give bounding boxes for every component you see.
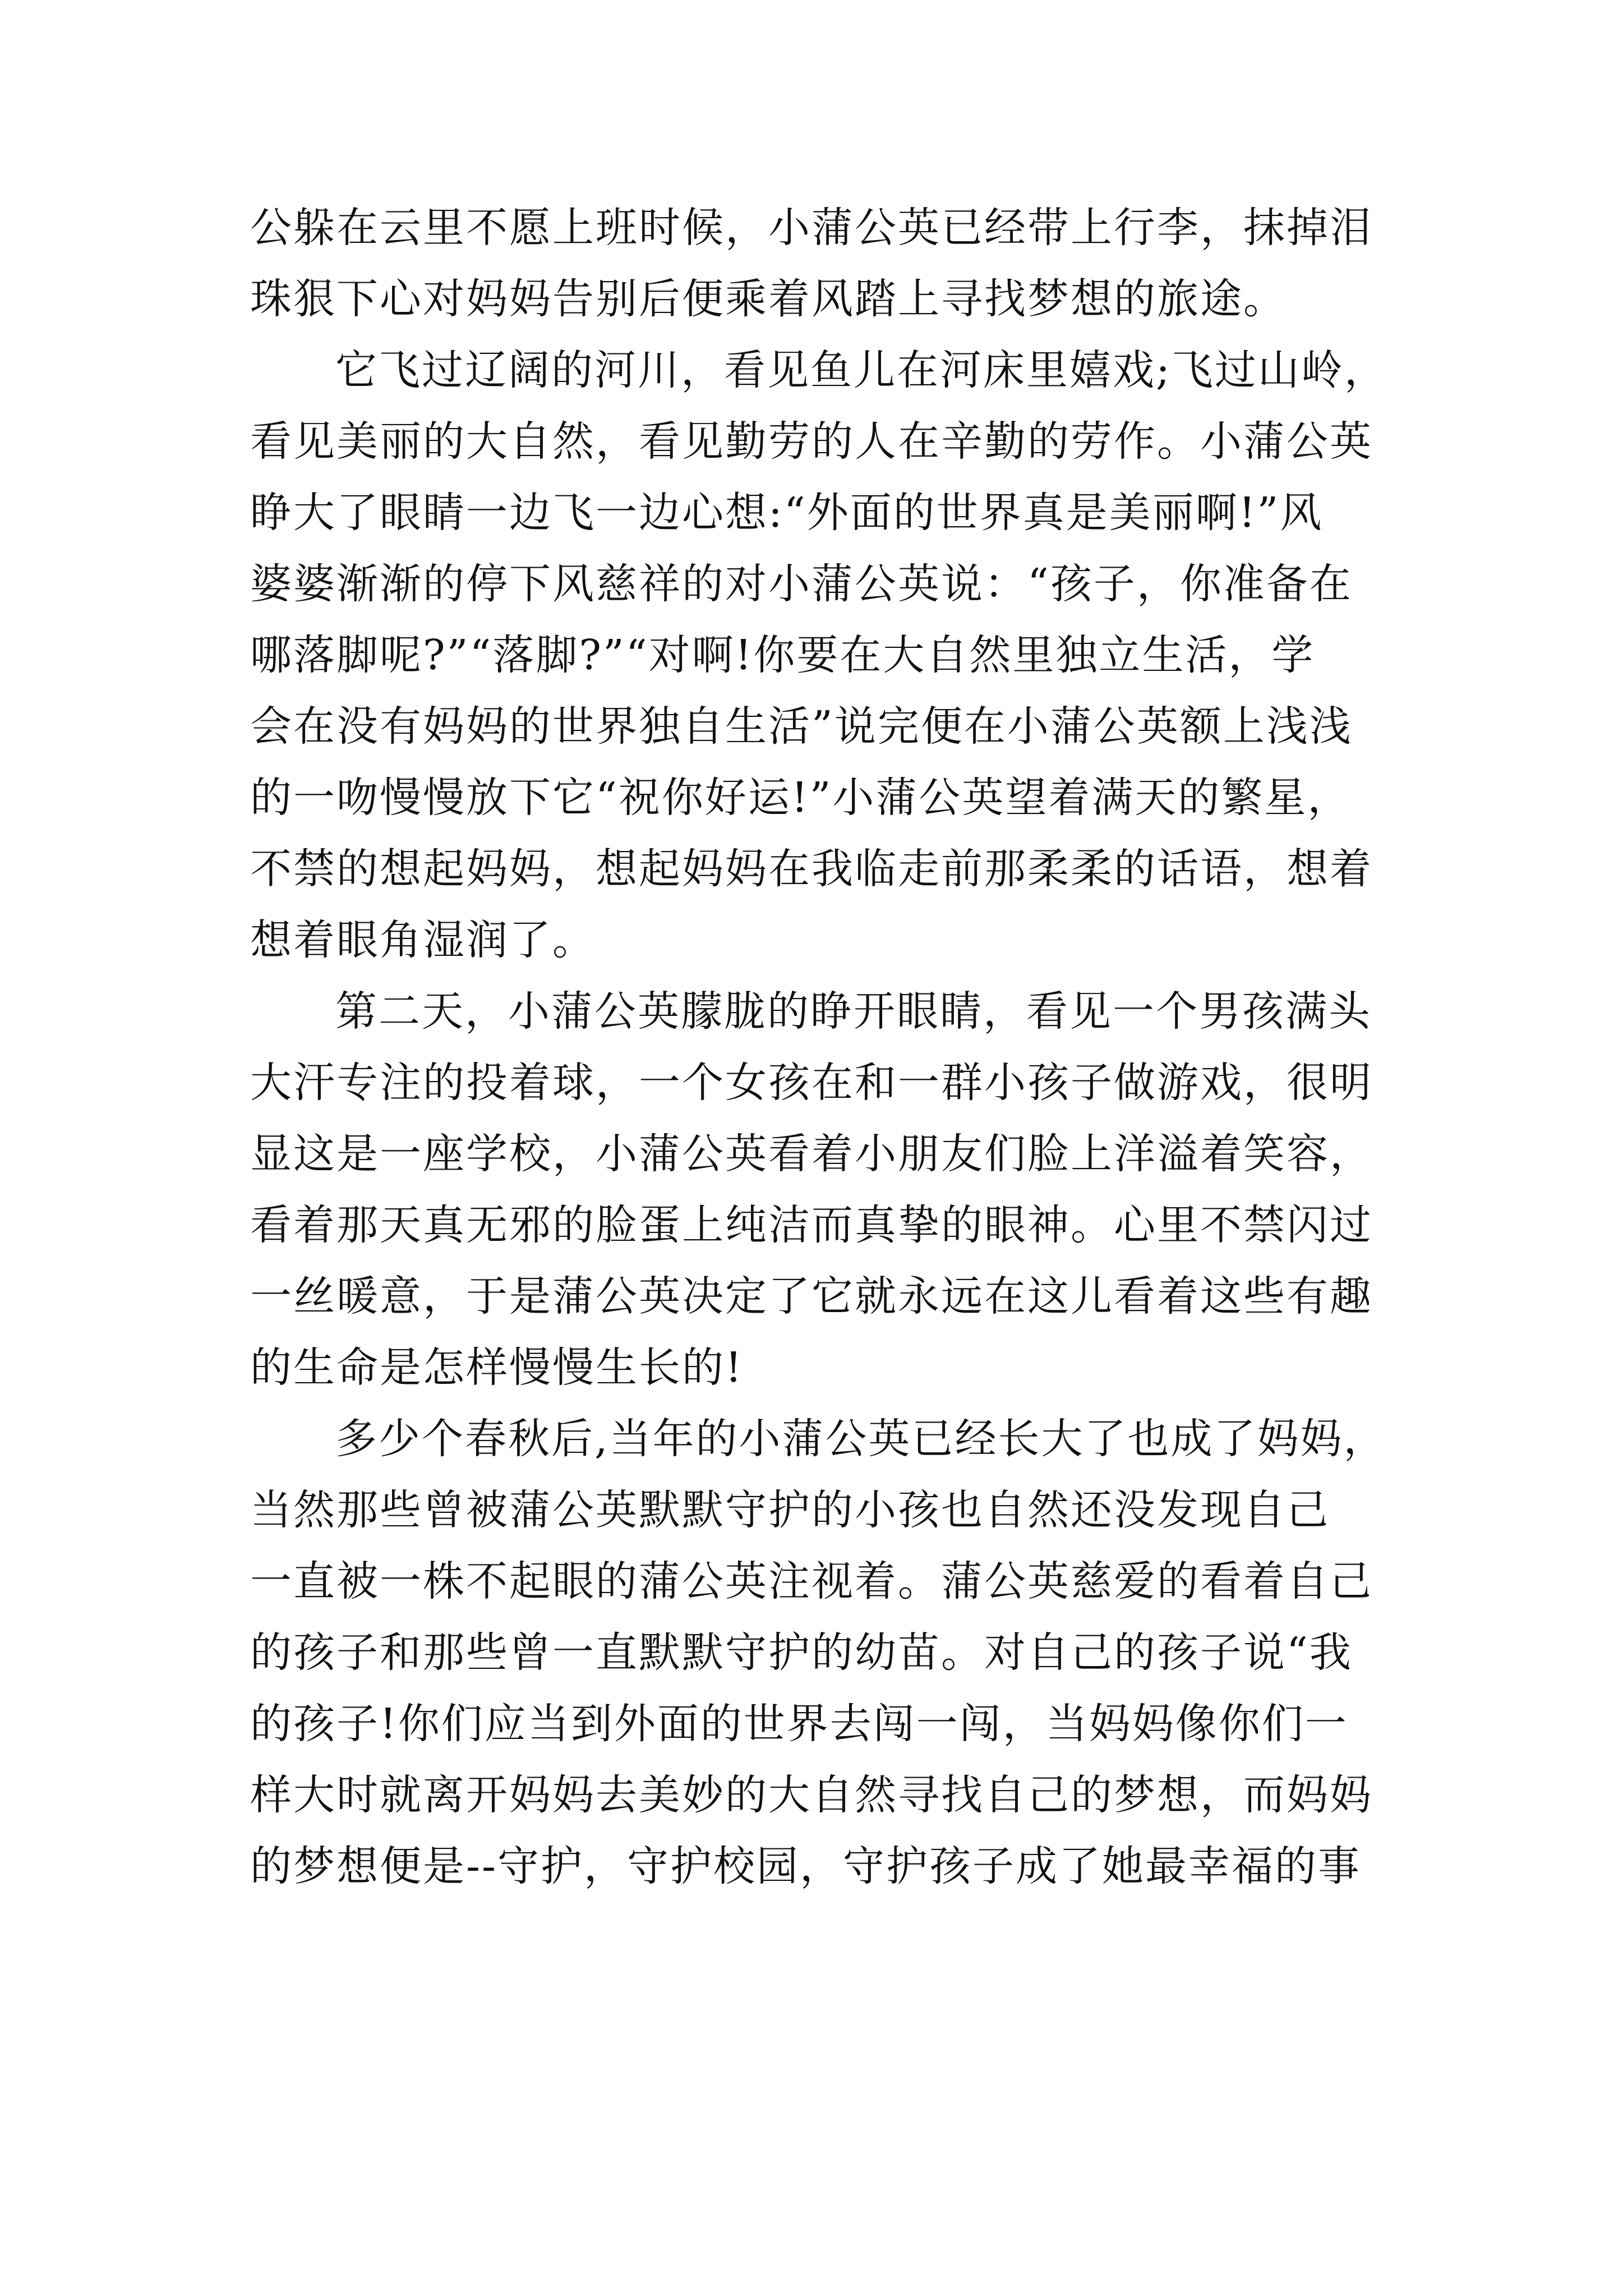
- text-line: 的孩子和那些曾一直默默守护的幼苗。对自己的孩子说“我: [250, 1628, 1353, 1677]
- text-line: 婆婆渐渐的停下风慈祥的对小蒲公英说：“孩子，你准备在: [250, 560, 1353, 608]
- text-line: 它飞过辽阔的河川，看见鱼儿在河床里嬉戏;飞过山岭，: [335, 346, 1387, 394]
- text-line: 大汗专注的投着球，一个女孩在和一群小孩子做游戏，很明: [250, 1059, 1373, 1107]
- text-line: 的梦想便是--守护，守护校园，守护孩子成了她最幸福的事: [250, 1842, 1362, 1890]
- text-line: 样大时就离开妈妈去美妙的大自然寻找自己的梦想，而妈妈: [250, 1771, 1373, 1819]
- text-line: 多少个春秋后,当年的小蒲公英已经长大了也成了妈妈，: [335, 1415, 1387, 1463]
- text-line: 珠狠下心对妈妈告别后便乘着风踏上寻找梦想的旅途。: [250, 275, 1287, 323]
- text-line: 会在没有妈妈的世界独自生活”说完便在小蒲公英额上浅浅: [250, 702, 1353, 751]
- text-line: 想着眼角湿润了。: [250, 916, 596, 964]
- text-line: 哪落脚呢?”“落脚?”“对啊!你要在大自然里独立生活，学: [250, 631, 1315, 679]
- document-body: [250, 192, 1387, 1902]
- text-line: 公躲在云里不愿上班时候，小蒲公英已经带上行李，抹掉泪: [250, 204, 1373, 252]
- text-line: 第二天，小蒲公英朦胧的睁开眼睛，看见一个男孩满头: [335, 987, 1372, 1036]
- text-line: 的孩子!你们应当到外面的世界去闯一闯，当妈妈像你们一: [250, 1700, 1348, 1748]
- text-line: 不禁的想起妈妈，想起妈妈在我临走前那柔柔的话语，想着: [250, 845, 1373, 893]
- text-line: 一丝暖意，于是蒲公英决定了它就永远在这儿看着这些有趣: [250, 1272, 1373, 1320]
- text-line: 的生命是怎样慢慢生长的!: [250, 1343, 744, 1392]
- text-line: 一直被一株不起眼的蒲公英注视着。蒲公英慈爱的看着自己: [250, 1557, 1373, 1605]
- text-line: 看见美丽的大自然，看见勤劳的人在辛勤的劳作。小蒲公英: [250, 417, 1373, 466]
- text-line: 的一吻慢慢放下它“祝你好运!”小蒲公英望着满天的繁星，: [250, 774, 1351, 822]
- text-line: 睁大了眼睛一边飞一边心想:“外面的世界真是美丽啊!”风: [250, 489, 1324, 537]
- text-line: 看着那天真无邪的脸蛋上纯洁而真挚的眼神。心里不禁闪过: [250, 1201, 1373, 1249]
- text-line: 显这是一座学校，小蒲公英看着小朋友们脸上洋溢着笑容，: [250, 1130, 1373, 1178]
- text-line: 当然那些曾被蒲公英默默守护的小孩也自然还没发现自己: [250, 1486, 1330, 1534]
